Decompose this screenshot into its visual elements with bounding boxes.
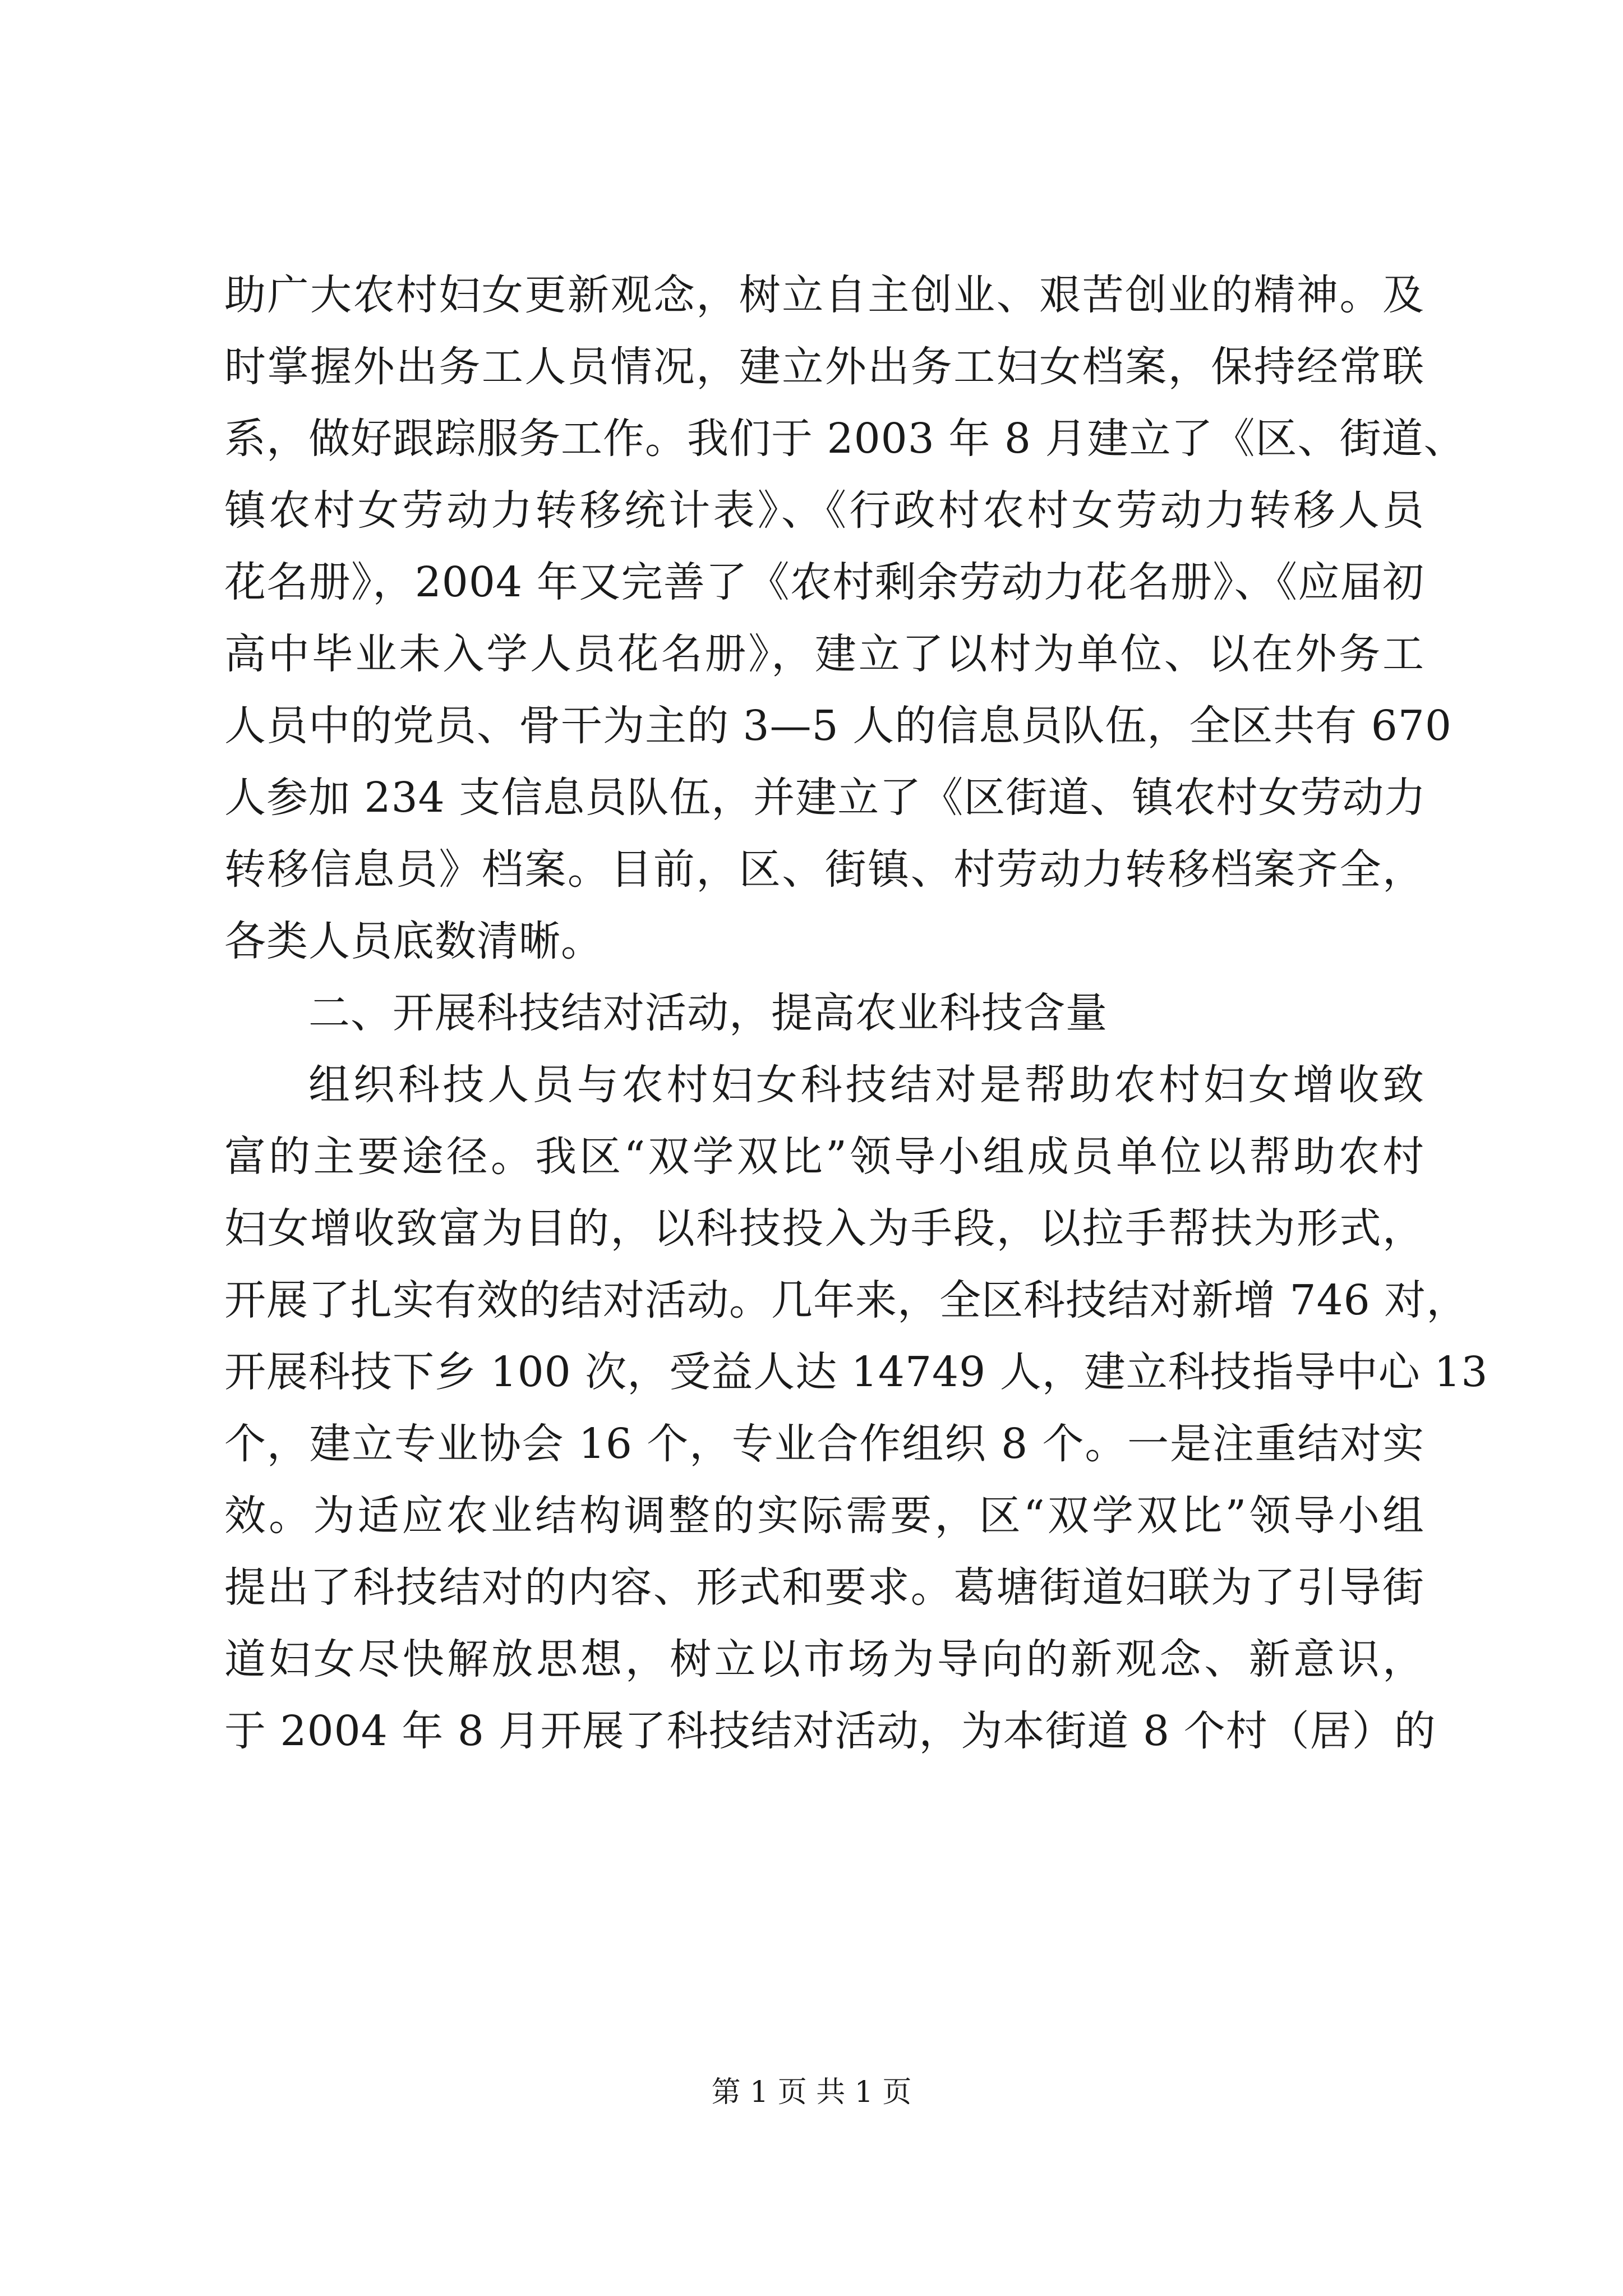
- text-line: 组织科技人员与农村妇女科技结对是帮助农村妇女增收致: [308, 1061, 1424, 1109]
- text-line: 个，建立专业协会 16 个，专业合作组织 8 个。一是注重结对实: [224, 1420, 1424, 1468]
- text-line: 助广大农村妇女更新观念，树立自主创业、艰苦创业的精神。及: [224, 271, 1424, 319]
- text-line: 道妇女尽快解放思想，树立以市场为导向的新观念、新意识，: [224, 1635, 1424, 1683]
- text-line: 各类人员底数清晰。: [224, 917, 603, 965]
- text-line: 效。为适应农业结构调整的实际需要，区“双学双比”领导小组: [224, 1492, 1424, 1540]
- text-line: 于 2004 年 8 月开展了科技结对活动，为本街道 8 个村（居）的: [224, 1707, 1436, 1755]
- section-heading: 二、开展科技结对活动，提高农业科技含量: [308, 989, 1108, 1037]
- text-line: 富的主要途径。我区“双学双比”领导小组成员单位以帮助农村: [224, 1133, 1424, 1181]
- text-line: 时掌握外出务工人员情况，建立外出务工妇女档案，保持经常联: [224, 343, 1424, 391]
- text-line: 镇农村女劳动力转移统计表》、《行政村农村女劳动力转移人员: [224, 486, 1424, 535]
- text-line: 转移信息员》档案。目前，区、街镇、村劳动力转移档案齐全，: [224, 845, 1424, 894]
- text-line: 妇女增收致富为目的，以科技投入为手段，以拉手帮扶为形式，: [224, 1204, 1424, 1253]
- text-line: 花名册》，2004 年又完善了《农村剩余劳动力花名册》、《应届初: [224, 558, 1424, 606]
- text-line: 高中毕业未入学人员花名册》，建立了以村为单位、以在外务工: [224, 630, 1424, 678]
- text-line: 系，做好跟踪服务工作。我们于 2003 年 8 月建立了《区、街道、: [224, 415, 1466, 463]
- document-body: [224, 259, 1488, 1767]
- text-line: 开展了扎实有效的结对活动。几年来，全区科技结对新增 746 对，: [224, 1276, 1469, 1324]
- text-line: 开展科技下乡 100 次，受益人达 14749 人，建立科技指导中心 13: [224, 1348, 1488, 1396]
- text-line: 人员中的党员、骨干为主的 3—5 人的信息员队伍，全区共有 670: [224, 702, 1452, 750]
- text-line: 人参加 234 支信息员队伍，并建立了《区街道、镇农村女劳动力: [224, 774, 1427, 822]
- text-line: 提出了科技结对的内容、形式和要求。葛塘街道妇联为了引导街: [224, 1563, 1424, 1612]
- page-number-footer: 第 1 页 共 1 页: [711, 2076, 912, 2109]
